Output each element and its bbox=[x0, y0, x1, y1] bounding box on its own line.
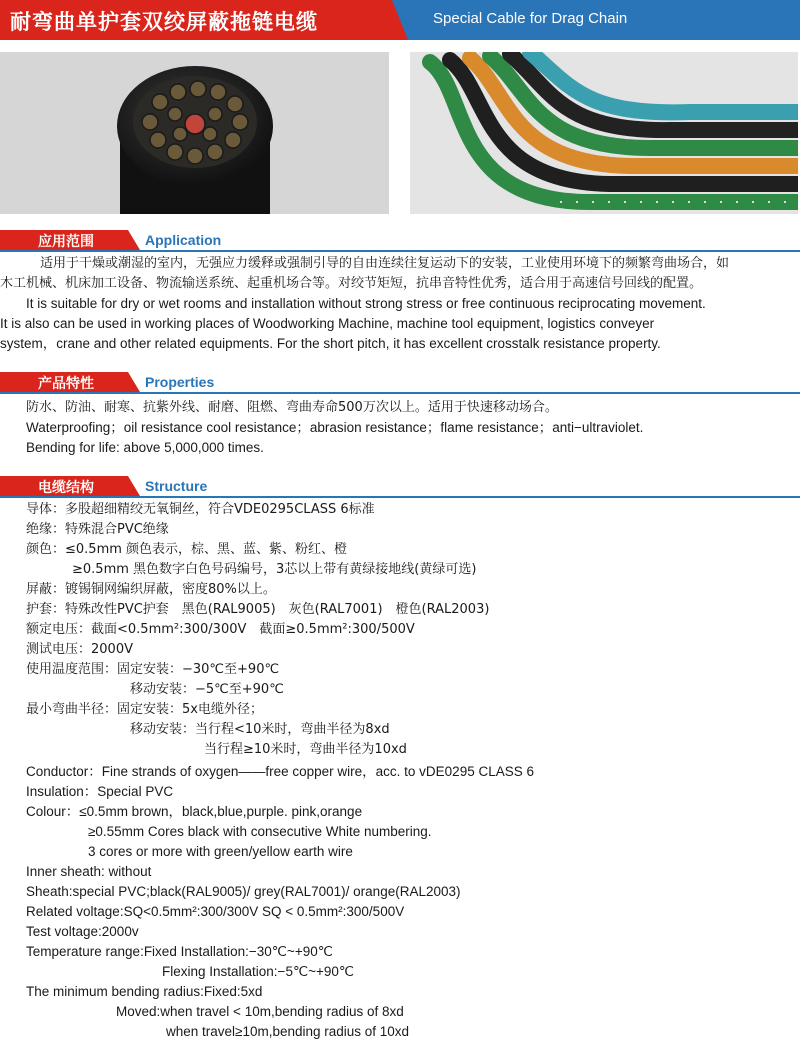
drag-chain-cables-photo bbox=[410, 52, 798, 214]
structure-line: 测试电压：2000V bbox=[26, 642, 133, 657]
structure-line: 颜色：≤0.5mm 颜色表示，棕、黑、蓝、紫、粉红、橙 bbox=[26, 542, 348, 557]
section-title-zh: 产品特性 bbox=[38, 376, 94, 392]
section-header-properties bbox=[0, 372, 800, 394]
structure-line: Flexing Installation:−5℃~+90℃ bbox=[162, 964, 355, 979]
section-divider bbox=[0, 496, 800, 498]
section-title-en: Structure bbox=[145, 478, 208, 494]
section-header-structure bbox=[0, 476, 800, 498]
structure-line: Insulation：Special PVC bbox=[26, 784, 174, 799]
application-zh-line-1: 适用于干燥或潮湿的室内，无强应力缓释或强制引导的自由连续往复运动下的安装，工业使用环境下的频繁弯曲场合，如 bbox=[40, 256, 730, 271]
section-title-zh: 电缆结构 bbox=[38, 480, 94, 496]
structure-line: 3 cores or more with green/yellow earth wire bbox=[88, 844, 353, 859]
application-en-line-2: It is also can be used in working places of Woodworking Machine, machine tool equipment, logistics conveyer bbox=[0, 316, 655, 331]
structure-line: 当行程≥10米时，弯曲半径为10xd bbox=[204, 742, 407, 757]
section-title-zh: 应用范围 bbox=[38, 234, 94, 250]
structure-line: 护套：特殊改性PVC护套 黑色(RAL9005) 灰色(RAL7001) 橙色(RAL2003) bbox=[26, 602, 490, 617]
application-en-line-1: It is suitable for dry or wet rooms and installation without strong stress or free continuous reciprocating movement. bbox=[26, 296, 706, 311]
section-divider bbox=[0, 392, 800, 394]
structure-line: Sheath:special PVC;black(RAL9005)/ grey(RAL7001)/ orange(RAL2003) bbox=[26, 884, 461, 899]
structure-line: 导体：多股超细精绞无氧铜丝，符合VDE0295CLASS 6标准 bbox=[26, 502, 375, 517]
structure-line: Conductor：Fine strands of oxygen——free copper wire，acc. to vDE0295 CLASS 6 bbox=[26, 764, 534, 779]
structure-line: 屏蔽：镀锡铜网编织屏蔽，密度80%以上。 bbox=[26, 582, 276, 597]
structure-line: ≥0.55mm Cores black with consecutive White numbering. bbox=[88, 824, 432, 839]
section-header-application bbox=[0, 230, 800, 252]
section-title-en: Application bbox=[145, 232, 222, 248]
structure-line: ≥0.5mm 黑色数字白色号码编号，3芯以上带有黄绿接地线(黄绿可选) bbox=[72, 562, 477, 577]
structure-line: Colour：≤0.5mm brown，black,blue,purple. pink,orange bbox=[26, 804, 363, 819]
structure-line: 最小弯曲半径：固定安装：5x电缆外径； bbox=[26, 702, 263, 717]
page-subtitle: Special Cable for Drag Chain bbox=[433, 10, 628, 27]
structure-line: 使用温度范围：固定安装：−30℃至+90℃ bbox=[26, 662, 280, 677]
application-zh-line-2: 木工机械、机床加工设备、物流输送系统、起重机场合等。对绞节矩短，抗串音特性优秀，适合用于高速信号回线的配置。 bbox=[0, 276, 703, 291]
cable-cross-section-photo bbox=[0, 52, 389, 214]
structure-line: 绝缘：特殊混合PVC绝缘 bbox=[26, 522, 169, 537]
properties-zh-line-1: 防水、防油、耐寒、抗紫外线、耐磨、阻燃、弯曲寿命500万次以上。适用于快速移动场合。 bbox=[26, 400, 558, 415]
properties-en-line-2: Bending for life: above 5,000,000 times. bbox=[26, 440, 264, 455]
structure-line: The minimum bending radius:Fixed:5xd bbox=[26, 984, 263, 999]
section-divider bbox=[0, 250, 800, 252]
structure-line: Test voltage:2000v bbox=[26, 924, 139, 939]
structure-line: 额定电压：截面<0.5mm²:300/300V 截面≥0.5mm²:300/500V bbox=[26, 622, 415, 637]
structure-line: Related voltage:SQ<0.5mm²:300/300V SQ < 0.5mm²:300/500V bbox=[26, 904, 405, 919]
structure-line: Moved:when travel < 10m,bending radius of 8xd bbox=[116, 1004, 404, 1019]
structure-line: 移动安装：当行程<10米时，弯曲半径为8xd bbox=[130, 722, 390, 737]
structure-line: Temperature range:Fixed Installation:−30℃~+90℃ bbox=[26, 944, 333, 959]
page-title: 耐弯曲单护套双绞屏蔽拖链电缆 bbox=[10, 10, 318, 34]
properties-en-line-1: Waterproofing；oil resistance cool resistance；abrasion resistance；flame resistance；anti−ultraviolet. bbox=[26, 420, 644, 435]
structure-line: Inner sheath: without bbox=[26, 864, 152, 879]
structure-line: 移动安装：−5℃至+90℃ bbox=[130, 682, 284, 697]
structure-line: when travel≥10m,bending radius of 10xd bbox=[166, 1024, 410, 1039]
section-title-en: Properties bbox=[145, 374, 215, 390]
header-banner bbox=[0, 0, 800, 40]
application-en-line-3: system，crane and other related equipments. For the short pitch, it has excellent crosstalk resistance property. bbox=[0, 336, 661, 351]
